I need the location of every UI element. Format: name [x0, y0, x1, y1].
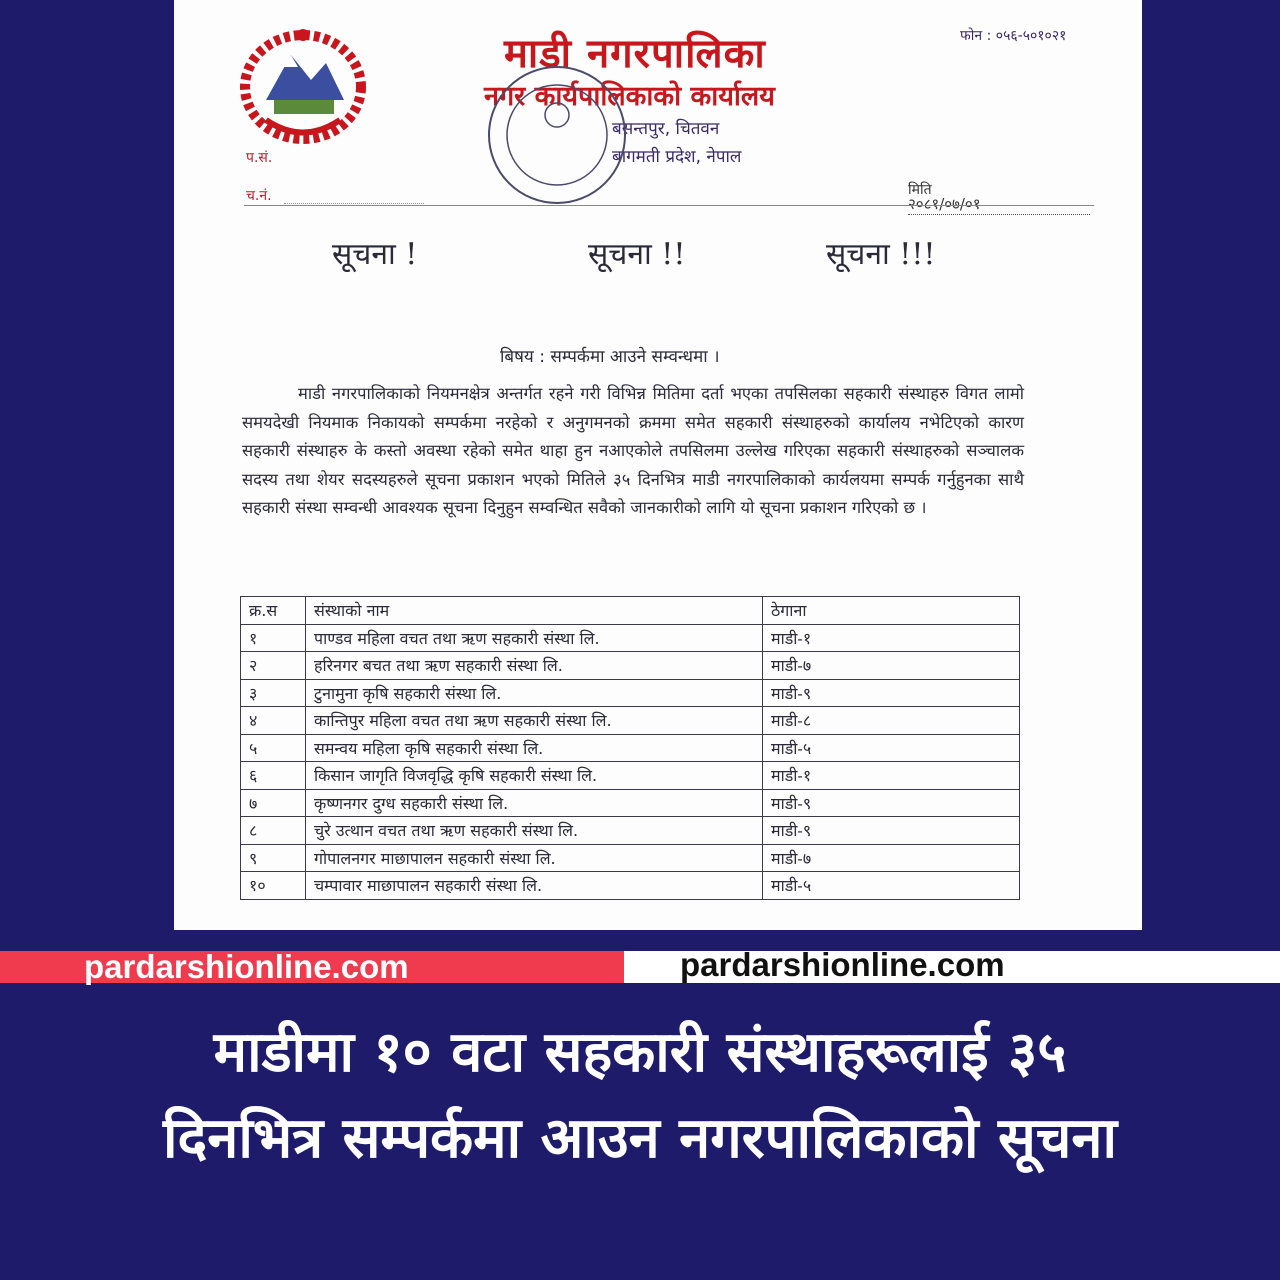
- cell-serial: २: [241, 652, 306, 680]
- cell-address: माडी-१: [763, 624, 1020, 652]
- table-row: [241, 817, 1020, 845]
- cell-name: टुनामुना कृषि सहकारी संस्था लि.: [306, 679, 763, 707]
- cell-serial: ३: [241, 679, 306, 707]
- column-header-name: संस्थाको नाम: [306, 597, 763, 625]
- table-row: [241, 789, 1020, 817]
- site-name-right: pardarshionline.com: [680, 946, 1005, 983]
- cooperatives-table: [240, 596, 1020, 900]
- cell-name: समन्वय महिला कृषि सहकारी संस्था लि.: [306, 734, 763, 762]
- cn-line: [284, 203, 424, 204]
- cell-name: किसान जागृति विजवृद्धि कृषि सहकारी संस्था लि.: [306, 762, 763, 790]
- cell-serial: ४: [241, 707, 306, 735]
- address-line1: बसन्तपुर, चितवन: [612, 119, 720, 139]
- cell-name: गोपालनगर माछापालन सहकारी संस्था लि.: [306, 844, 763, 872]
- cell-serial: ५: [241, 734, 306, 762]
- cell-serial: ६: [241, 762, 306, 790]
- notice-document: [174, 0, 1142, 930]
- municipality-name: माडी नगरपालिका: [504, 31, 766, 77]
- address-line2: बागमती प्रदेश, नेपाल: [612, 147, 742, 167]
- headline-line2: दिनभित्र सम्पर्कमा आउन नगरपालिकाको सूचना: [163, 1106, 1117, 1171]
- header-rule: [244, 205, 1094, 206]
- column-header-address: ठेगाना: [763, 597, 1020, 625]
- cell-address: माडी-९: [763, 679, 1020, 707]
- site-name-left: pardarshionline.com: [84, 948, 409, 985]
- table-row: [241, 762, 1020, 790]
- nepal-emblem-icon: [236, 25, 371, 145]
- column-header-serial: क्र.स: [241, 597, 306, 625]
- notice-body: माडी नगरपालिकाको नियमनक्षेत्र अन्तर्गत रहने गरी विभिन्न मितिमा दर्ता भएका तपसिलका सहकारी संस्थाहरु विगत लामो समयदेखी नियमाक निकायको सम्पर्कमा नरहेको र अनुगमनको क्रममा समेत सहकारी संस्थाहरुको कार्यालय नभेटिएको कारण सहकारी संस्थाहरु के कस्तो अवस्था रहेको समेत थाहा हुन नआएकोले तपसिलमा उल्लेख गरिएका सहकारी संस्थाहरुको सञ्चालक सदस्य तथा शेयर सदस्यहरुले सूचना प्रकाशन भएको मितिले ३५ दिनभित्र माडी नगरपालिकाको कार्यलयमा सम्पर्क गर्नुहुनका साथै सहकारी संस्था सम्वन्धी आवश्यक सूचना दिनुहुन सम्वन्धित सवैको जानकारीको लागि यो सूचना प्रकाशन गरिएको छ ।: [242, 384, 1024, 517]
- notice-heading-1: सूचना !: [332, 237, 418, 272]
- cell-name: पाण्डव महिला वचत तथा ऋण सहकारी संस्था लि.: [306, 624, 763, 652]
- ps-label: प.सं.: [246, 150, 273, 166]
- cell-name: चुरे उत्थान वचत तथा ऋण सहकारी संस्था लि.: [306, 817, 763, 845]
- cell-name: हरिनगर बचत तथा ऋण सहकारी संस्था लि.: [306, 652, 763, 680]
- date-label: मिति: [908, 182, 932, 198]
- cell-serial: ७: [241, 789, 306, 817]
- phone-number: फोन : ०५६-५०१०२१: [960, 28, 1067, 44]
- cell-serial: ९: [241, 844, 306, 872]
- cell-name: कृष्णनगर दुग्ध सहकारी संस्था लि.: [306, 789, 763, 817]
- table-row: [241, 844, 1020, 872]
- headline-line1: माडीमा १० वटा सहकारी संस्थाहरूलाई ३५: [213, 1020, 1067, 1085]
- table-row: [241, 652, 1020, 680]
- notice-heading-3: सूचना !!!: [826, 237, 936, 272]
- table-header-row: [241, 597, 1020, 625]
- table-row: [241, 872, 1020, 900]
- cell-address: माडी-५: [763, 734, 1020, 762]
- cell-address: माडी-१: [763, 762, 1020, 790]
- office-name: नगर कार्यपालिकाको कार्यालय: [484, 81, 775, 112]
- cell-address: माडी-५: [763, 872, 1020, 900]
- date-value: २०८१/०७/०१: [908, 194, 1090, 215]
- table-row: [241, 679, 1020, 707]
- office-stamp-icon: [482, 60, 632, 210]
- subject-line: बिषय : सम्पर्कमा आउने सम्वन्धमा ।: [500, 347, 720, 367]
- cell-address: माडी-९: [763, 789, 1020, 817]
- notice-heading-2: सूचना !!: [588, 237, 686, 272]
- cell-address: माडी-९: [763, 817, 1020, 845]
- table-row: [241, 734, 1020, 762]
- cell-address: माडी-७: [763, 844, 1020, 872]
- table-row: [241, 624, 1020, 652]
- table-row: [241, 707, 1020, 735]
- cell-name: कान्तिपुर महिला वचत तथा ऋण सहकारी संस्था लि.: [306, 707, 763, 735]
- cell-serial: १: [241, 624, 306, 652]
- cell-address: माडी-७: [763, 652, 1020, 680]
- cell-serial: ८: [241, 817, 306, 845]
- cell-address: माडी-८: [763, 707, 1020, 735]
- cn-label: च.नं.: [246, 188, 272, 204]
- cell-name: चम्पावार माछापालन सहकारी संस्था लि.: [306, 872, 763, 900]
- cell-serial: १०: [241, 872, 306, 900]
